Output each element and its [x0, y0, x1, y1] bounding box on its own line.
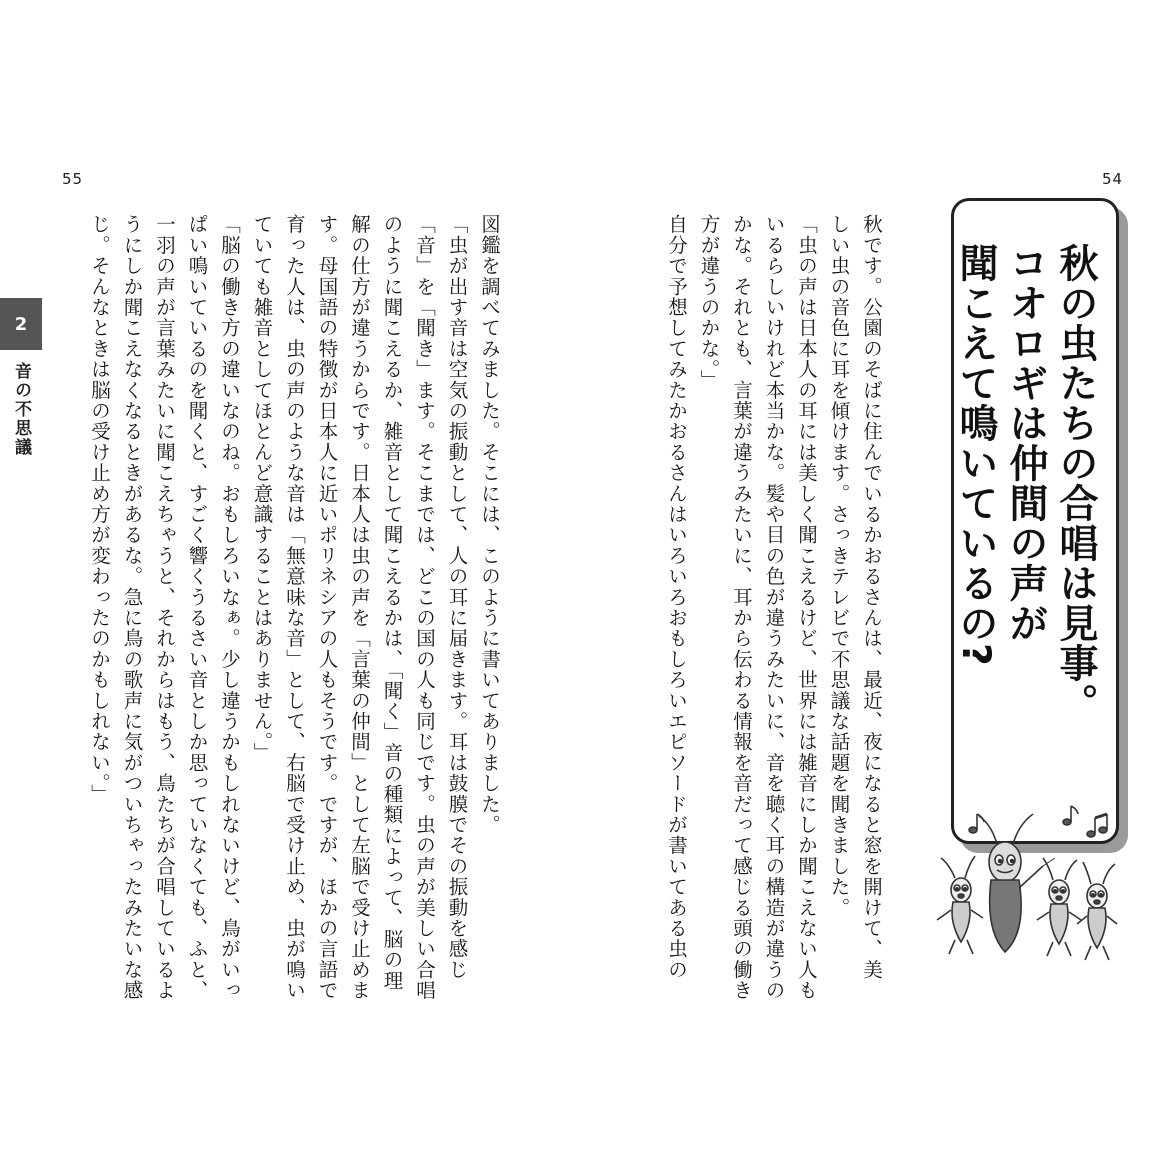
cricket-singer	[937, 856, 983, 954]
cricket-singer	[1037, 858, 1081, 956]
chapter-tab: 2	[0, 298, 42, 350]
heading-box	[951, 198, 1119, 844]
cricket-conductor	[979, 814, 1055, 952]
chapter-title: 音の不思議	[11, 362, 31, 457]
cricket-choir-illustration	[925, 800, 1125, 970]
cricket-singer	[1077, 862, 1117, 960]
body-text: 秋です。公園のそばに住んでいるかおるさんは、最近、夜になると窓を開けて、美 しい虫の音色に耳を傾けます。さっきテレビで不思議な話題を聞きました。 「虫の声は日本人の耳には美しく聞こえるけど、世界には雑音にしか聞こえない人も いるらしいけれど本当かな。髪や目の色が違うみたいに、音を聴く耳の構造が違うの かな。それとも、言葉が違うみたいに、耳から伝わる情報を音だって感じる頭の働き 方が違うのかな。」 自分で予想してみたかおるさんはいろいろおもしろいエピソードが書いてある虫の	[665, 214, 883, 1001]
heading-title: 秋の虫たちの合唱は見事。 コオロギは仲間の声が 聞こえて鳴いているの?	[953, 243, 1098, 723]
music-note-icon	[1087, 814, 1107, 837]
music-note-icon	[1063, 806, 1078, 825]
music-note-icon	[969, 814, 984, 833]
body-text: 図鑑を調べてみました。そこには、このように書いてありました。 「虫が出す音は空気の振動として、人の耳に届きます。耳は鼓膜でその振動を感じ 「音」を「聞き」ます。そこまでは、どこの国の人も同じです。虫の声が美しい合唱 のように聞こえるか、雑音として聞こえるかは、「聞く」音の種類によって、脳の理 解の仕方が違うからです。日本人は虫の声を「言葉の仲間」として左脳で受け止めま す。母国語の特徴が日本人に近いポリネシアの人もそうです。ですが、ほかの言語で 育った人は、虫の声のような音は「無意味な音」として、右脳で受け止め、虫が鳴い ていても雑音としてほとんど意識することはありません。」 「脳の働き方の違いなのね。おもしろいなぁ。少し違うかもしれないけど、鳥がいっ ぱい鳴いているのを聞くと、すごく響くうるさい音としか思っていなくても、ふと、 一羽の声が言葉みたいに聞こえちゃうと、それからはもう、鳥たちが合唱しているよ うにしか聞こえなくなるときがあるな。急に鳥の歌声に気がついちゃったみたいな感 じ。そんなときは脳の受け止め方が変わったのかもしれない。」	[88, 214, 501, 1001]
page-number: 54	[1102, 170, 1124, 188]
page-number: 55	[62, 170, 84, 188]
